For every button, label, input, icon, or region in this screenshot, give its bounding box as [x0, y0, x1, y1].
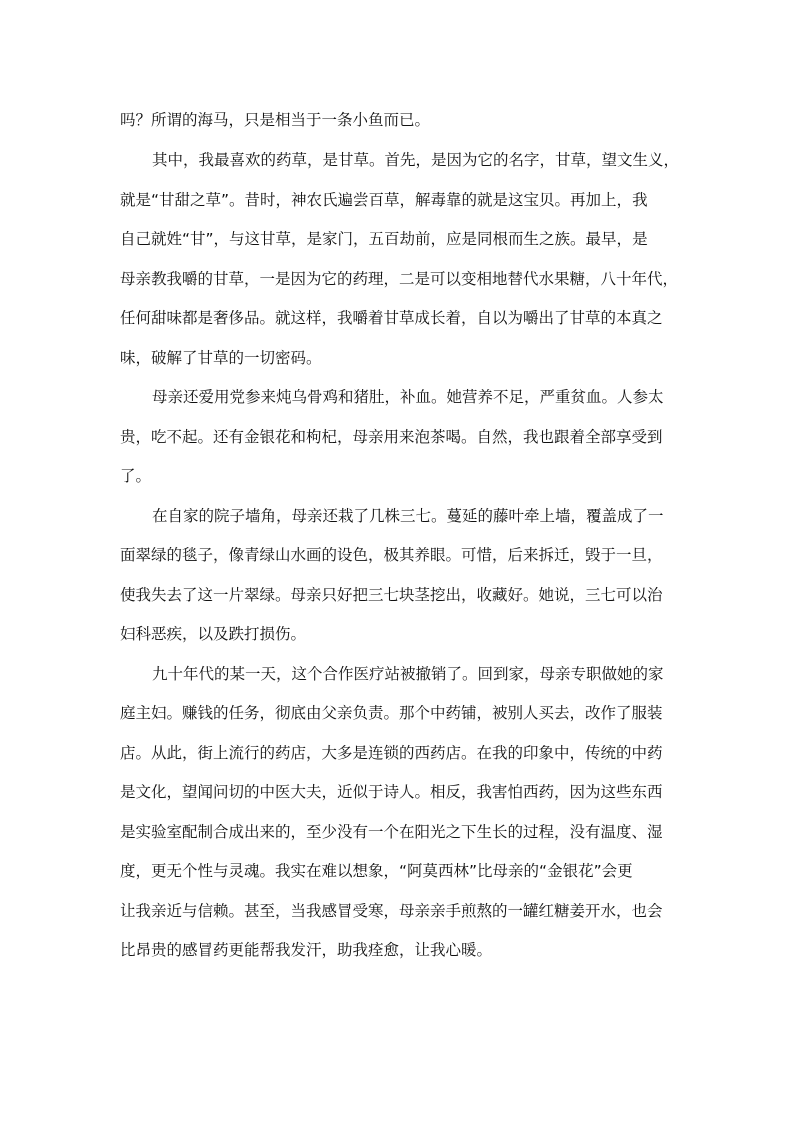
- text-line: 是文化，望闻问切的中医大夫，近似于诗人。相反，我害怕西药，因为这些东西: [120, 783, 663, 801]
- text-line: 店。从此，街上流行的药店，大多是连锁的西药店。在我的印象中，传统的中药: [120, 744, 663, 762]
- text-line: 九十年代的某一天，这个合作医疗站被撤销了。回到家，母亲专职做她的家: [152, 665, 664, 683]
- text-line: 度，更无个性与灵魂。我实在难以想象，“阿莫西林”比母亲的“金银花”会更: [120, 862, 633, 880]
- text-line: 让我亲近与信赖。甚至，当我感冒受寒，母亲亲手煎熬的一罐红糖姜开水，也会: [120, 902, 663, 920]
- text-line: 自己就姓“甘”，与这甘草，是家门，五百劫前，应是同根而生之族。最早，是: [120, 230, 648, 248]
- text-line: 味，破解了甘草的一切密码。: [120, 349, 322, 367]
- text-line: 妇科恶疾，以及跌打损伤。: [120, 625, 307, 643]
- text-line: 使我失去了这一片翠绿。母亲只好把三七块茎挖出，收藏好。她说，三七可以治: [120, 586, 663, 604]
- text-line: 是实验室配制合成出来的，至少没有一个在阳光之下生长的过程，没有温度、湿: [120, 823, 663, 841]
- text-line: 面翠绿的毯子，像青绿山水画的设色，极其养眼。可惜，后来拆迁，毁于一旦，: [120, 546, 663, 564]
- text-line: 了。: [120, 467, 152, 485]
- text-line: 贵，吃不起。还有金银花和枸杞，母亲用来泡茶喝。自然，我也跟着全部享受到: [120, 428, 663, 446]
- text-line: 任何甜味都是奢侈品。就这样，我嚼着甘草成长着，自以为嚼出了甘草的本真之: [120, 309, 663, 327]
- text-line: 其中，我最喜欢的药草，是甘草。首先，是因为它的名字，甘草，望文生义，: [152, 151, 680, 169]
- text-line: 吗？所谓的海马，只是相当于一条小鱼而已。: [120, 111, 431, 129]
- text-line: 庭主妇。赚钱的任务，彻底由父亲负责。那个中药铺，被别人买去，改作了服装: [120, 704, 663, 722]
- text-line: 母亲还爱用党参来炖乌骨鸡和猪肚，补血。她营养不足，严重贫血。人参太: [152, 388, 664, 406]
- text-line: 在自家的院子墙角，母亲还栽了几株三七。蔓延的藤叶牵上墙，覆盖成了一: [152, 507, 664, 525]
- text-line: 比昂贵的感冒药更能帮我发汗，助我痊愈，让我心暖。: [120, 941, 493, 959]
- text-line: 母亲教我嚼的甘草，一是因为它的药理，二是可以变相地替代水果糖，八十年代，: [120, 270, 679, 288]
- text-line: 就是“甘甜之草”。昔时，神农氏遍尝百草，解毒靠的就是这宝贝。再加上，我: [120, 191, 648, 209]
